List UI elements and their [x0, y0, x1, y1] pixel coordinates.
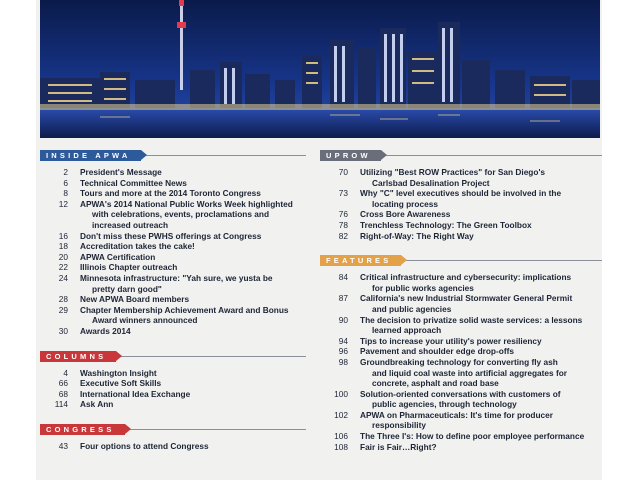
section-title: INSIDE APWA [40, 150, 141, 161]
entry-title [68, 441, 209, 452]
toc-entry[interactable] [40, 294, 306, 305]
entry-title-line: Why "C" level executives should be involved in the [360, 188, 562, 199]
toc-entry[interactable] [320, 442, 602, 453]
toc-entry[interactable] [40, 167, 306, 178]
entry-title [68, 199, 293, 231]
entry-title-line: Technical Committee News [80, 177, 187, 188]
entry-title [68, 389, 190, 400]
section-columns [40, 351, 306, 410]
entry-title [68, 399, 113, 410]
page-number: 94 [338, 335, 348, 346]
entry-title [348, 272, 571, 293]
entry-title [68, 231, 261, 242]
entry-title [348, 389, 561, 410]
page-number: 90 [338, 314, 348, 325]
entry-title [68, 178, 187, 189]
right-column [320, 150, 602, 466]
page-number: 87 [338, 293, 348, 304]
entry-title-line: Right-of-Way: The Right Way [360, 230, 474, 241]
section-title: FEATURES [320, 255, 401, 266]
entry-title-line: APWA's 2014 National Public Works Week highlighted [80, 198, 293, 209]
page-number: 20 [58, 251, 68, 262]
entry-title [68, 262, 177, 273]
entry-title [348, 442, 437, 453]
entry-title-continuation: Award winners announced [92, 315, 198, 326]
toc-entry[interactable] [40, 262, 306, 273]
page-number: 29 [58, 304, 68, 315]
toc-entry[interactable] [40, 231, 306, 242]
entry-title-line: Utilizing "Best ROW Practices" for San Diego's [360, 167, 546, 177]
toc-entry[interactable] [320, 167, 602, 188]
entry-title-line: Critical infrastructure and cybersecurity: implications [360, 272, 572, 283]
page-number: 24 [58, 272, 68, 283]
entry-title [68, 167, 162, 178]
entry-title [348, 209, 450, 220]
entry-title [348, 431, 584, 442]
page-number: 78 [338, 219, 348, 230]
entry-title [348, 410, 553, 431]
page-number: 102 [334, 409, 348, 420]
toc-entry[interactable] [320, 315, 602, 336]
toc-entry[interactable] [40, 273, 306, 294]
skyline-photo [40, 0, 600, 138]
toc-entry[interactable] [40, 178, 306, 189]
entry-title [68, 294, 189, 305]
section-header [40, 424, 306, 435]
entry-title-line: Solution-oriented conversations with customers of [360, 388, 561, 399]
toc-entry[interactable] [320, 357, 602, 389]
toc-entry[interactable] [40, 241, 306, 252]
toc-entry[interactable] [320, 272, 602, 293]
entry-title-line: Tours and more at the 2014 Toronto Congress [80, 188, 261, 199]
toc-entry[interactable] [320, 209, 602, 220]
entry-title-line: The decision to privatize solid waste services: a lessons [360, 314, 583, 325]
entry-title-line: Trenchless Technology: The Green Toolbox [360, 219, 532, 230]
entry-title-line: Ask Ann [80, 399, 114, 410]
page-number: 28 [58, 294, 68, 305]
entry-title-line: Pavement and shoulder edge drop-offs [360, 346, 514, 357]
entry-title-line: APWA on Pharmaceuticals: It's time for producer [360, 409, 553, 420]
entry-title-line: The Three I's: How to define poor employee performance [360, 431, 585, 442]
entry-title-line: President's Message [80, 167, 162, 177]
entry-title [348, 336, 542, 347]
left-column [40, 150, 306, 465]
toc-entry[interactable] [40, 389, 306, 400]
page-number: 84 [338, 272, 348, 283]
toc-entry[interactable] [40, 199, 306, 231]
entry-title-continuation: pretty darn good" [92, 283, 162, 294]
page-number: 66 [58, 378, 68, 389]
toc-entry[interactable] [320, 431, 602, 442]
page-number: 70 [338, 167, 348, 177]
section-title: COLUMNS [40, 351, 116, 362]
entry-title-line: Tips to increase your utility's power resiliency [360, 335, 542, 346]
entry-title-line: International Idea Exchange [80, 388, 191, 399]
toc-entry[interactable] [320, 293, 602, 314]
section-title: UPROW [320, 150, 381, 161]
page-number: 6 [63, 177, 68, 188]
section-header [40, 150, 306, 161]
entry-title-continuation: locating process [372, 198, 438, 209]
page-number: 114 [54, 399, 68, 410]
entry-title-line: New APWA Board members [80, 294, 190, 305]
toc-entry[interactable] [320, 346, 602, 357]
entry-title-line: Chapter Membership Achievement Award and Bonus [80, 304, 289, 315]
entry-title-line: APWA Certification [80, 251, 156, 262]
entry-title-line: Awards 2014 [80, 325, 131, 336]
toc-entry[interactable] [40, 188, 306, 199]
page-number: 18 [58, 241, 68, 252]
entry-title-continuation: public agencies, through technology [372, 399, 517, 410]
entry-title [348, 231, 474, 242]
entry-title-line: Illinois Chapter outreach [80, 262, 178, 273]
toc-entry[interactable] [320, 410, 602, 431]
page-number: 8 [63, 188, 68, 199]
page-number: 68 [58, 388, 68, 399]
entry-title-line: Cross Bore Awareness [360, 209, 451, 220]
entry-title [68, 326, 131, 337]
page-number: 82 [338, 230, 348, 241]
toc-entry[interactable] [40, 441, 306, 452]
toc-entry[interactable] [320, 220, 602, 231]
toc-entry[interactable] [40, 252, 306, 263]
page-number: 96 [338, 346, 348, 357]
toc-entry[interactable] [40, 326, 306, 337]
entry-title [68, 273, 273, 294]
entry-title [348, 315, 582, 336]
toc-entry[interactable] [40, 399, 306, 410]
section-title: CONGRESS [40, 424, 125, 435]
section-uprow [320, 150, 602, 241]
section-header [320, 150, 602, 161]
section-header [320, 255, 602, 266]
page-number: 30 [58, 325, 68, 336]
entry-title-continuation: with celebrations, events, proclamations and [92, 209, 270, 220]
entry-title [348, 167, 545, 188]
entry-title [348, 220, 532, 231]
toc-entry[interactable] [320, 231, 602, 242]
entry-title-line: Four options to attend Congress [80, 440, 209, 451]
entry-title-continuation: and liquid coal waste into artificial aggregates for [372, 367, 568, 378]
entry-title-line: Executive Soft Skills [80, 378, 162, 389]
page-number: 12 [58, 198, 68, 209]
page-number: 43 [58, 440, 68, 451]
page-number: 76 [338, 209, 348, 220]
entry-title [68, 188, 261, 199]
entry-title-line: Groundbreaking technology for converting fly ash [360, 356, 558, 367]
toc-entry[interactable] [320, 188, 602, 209]
entry-title-continuation: learned approach [372, 325, 442, 336]
toc-entry[interactable] [40, 368, 306, 379]
section-features [320, 255, 602, 452]
page-number: 73 [338, 188, 348, 199]
page-number: 106 [334, 431, 348, 442]
entry-title-continuation: for public works agencies [372, 282, 474, 293]
entry-title [348, 188, 561, 209]
entry-title [68, 252, 155, 263]
entry-title-continuation: Carlsbad Desalination Project [372, 177, 490, 188]
toc-entry[interactable] [320, 389, 602, 410]
entry-title-continuation: and public agencies [372, 303, 452, 314]
entry-title [68, 241, 195, 252]
page-number: 4 [63, 367, 68, 378]
entry-title-line: Don't miss these PWHS offerings at Congress [80, 230, 262, 241]
entry-title-line: Fair is Fair…Right? [360, 441, 437, 452]
toc-entry[interactable] [320, 336, 602, 347]
entry-title-continuation: concrete, asphalt and road base [372, 378, 499, 389]
entry-title-line: Washington Insight [80, 367, 157, 378]
entry-title-line: California's new Industrial Stormwater General Permit [360, 293, 573, 304]
entry-title [68, 378, 161, 389]
page-number: 16 [58, 230, 68, 241]
entry-title [348, 357, 567, 389]
entry-title [348, 346, 514, 357]
entry-title-line: Accreditation takes the cake! [80, 241, 195, 252]
page-number: 2 [63, 167, 68, 177]
page-number: 22 [58, 262, 68, 273]
section-header [40, 351, 306, 362]
toc-entry[interactable] [40, 305, 306, 326]
skyline-illustration [40, 0, 600, 138]
page-number: 100 [334, 388, 348, 399]
entry-title [68, 305, 289, 326]
entry-title-continuation: increased outreach [92, 219, 169, 230]
page-number: 98 [338, 356, 348, 367]
entry-title [348, 293, 572, 314]
page-number: 108 [334, 441, 348, 452]
entry-title [68, 368, 157, 379]
section-congress [40, 424, 306, 452]
section-inside-apwa [40, 150, 306, 337]
toc-entry[interactable] [40, 378, 306, 389]
entry-title-continuation: responsibility [372, 420, 426, 431]
entry-title-line: Minnesota infrastructure: "Yah sure, we yusta be [80, 272, 273, 283]
